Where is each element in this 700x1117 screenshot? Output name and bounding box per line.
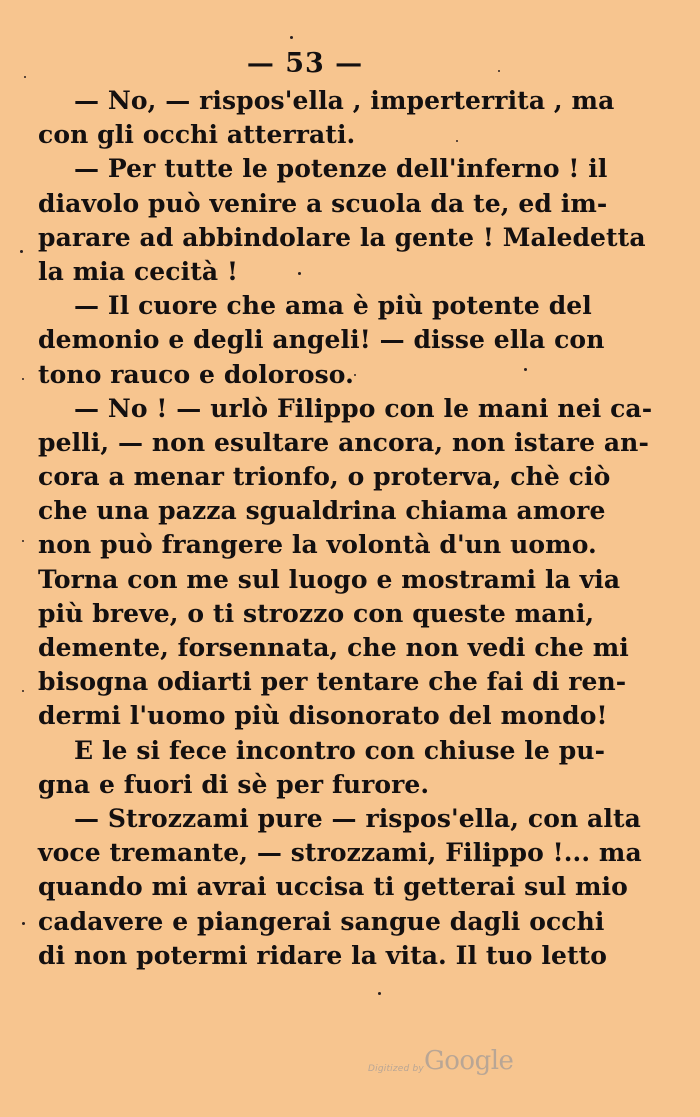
text-line: non può frangere la volontà d'un uomo. [38,530,597,560]
print-speck [24,76,26,78]
text-line: pelli, — non esultare ancora, non istare an- [38,427,649,457]
text-line: E le si fece incontro con chiuse le pu- [74,735,606,765]
digitization-watermark [368,1046,518,1082]
print-speck [20,250,23,253]
text-line: dermi l'uomo più disonorato del mondo! [38,701,608,731]
text-line: voce tremante, — strozzami, Filippo !... ma [38,838,642,868]
text-line: gna e fuori di sè per furore. [38,769,430,799]
text-line: cadavere e piangerai sangue dagli occhi [38,906,605,936]
print-speck [378,992,381,995]
page-number: — 53 — [246,48,364,79]
text-line: demente, forsennata, che non vedi che mi [38,633,629,662]
print-speck [22,378,24,380]
text-line: tono rauco e doloroso. [38,359,354,389]
text-line: — Strozzami pure — rispos'ella, con alta [74,803,641,833]
print-speck [524,368,527,371]
print-speck [298,272,301,275]
text-line: — Il cuore che ama è più potente del [74,291,592,321]
print-speck [456,140,458,142]
print-speck [22,540,24,542]
watermark-prefix: Digitized by [368,1064,424,1074]
text-line: di non potermi ridare la vita. Il tuo letto [38,940,608,970]
google-logo: Google [424,1046,514,1076]
print-speck [22,690,24,692]
text-line: — No ! — urlò Filippo con le mani nei ca- [74,393,653,423]
print-speck [354,374,356,376]
text-line: con gli occhi atterrati. [38,120,356,150]
text-line: che una pazza sgualdrina chiama amore [38,496,606,526]
text-line: demonio e degli angeli! — disse ella con [38,325,605,355]
text-line: la mia cecità ! [38,256,239,286]
print-speck [290,36,293,39]
print-speck [22,922,25,925]
text-line: Torna con me sul luogo e mostrami la via [38,564,621,594]
text-line: — Per tutte le potenze dell'inferno ! il [74,154,608,184]
text-line: — No, — rispos'ella , imperterrita , ma [74,86,615,115]
body-text [38,84,653,973]
text-line: più breve, o ti strozzo con queste mani, [38,598,595,628]
text-line: quando mi avrai uccisa ti getterai sul mio [38,872,628,902]
text-line: parare ad abbindolare la gente ! Maledetta [38,222,646,252]
text-line: bisogna odiarti per tentare che fai di ren- [38,667,627,697]
text-line: diavolo può venire a scuola da te, ed im- [38,188,608,218]
print-speck [498,70,500,72]
text-line: cora a menar trionfo, o proterva, chè ciò [38,462,611,492]
